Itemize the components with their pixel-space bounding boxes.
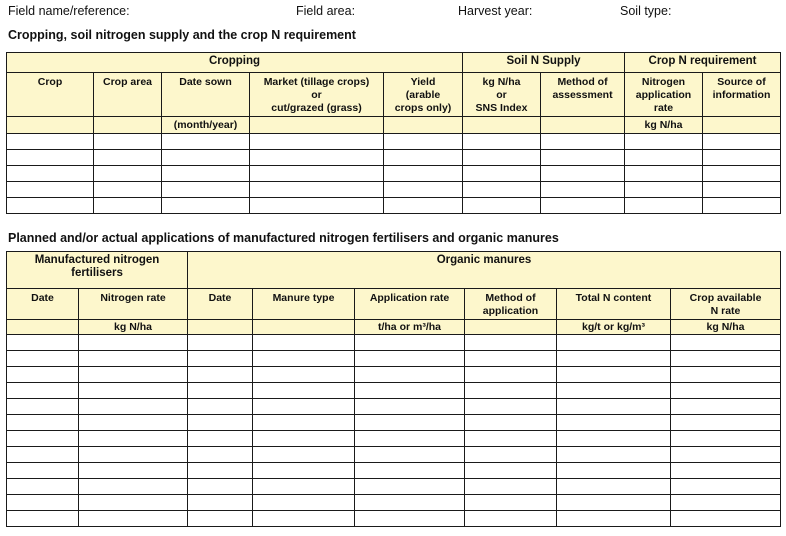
entry-cell[interactable] [188,415,253,431]
entry-cell[interactable] [625,198,703,214]
unit-cell: kg N/ha [79,320,188,335]
unit-cell [94,117,162,134]
section1-title: Cropping, soil nitrogen supply and the crop N requirement [8,28,356,42]
entry-cell[interactable] [557,367,671,383]
entry-cell[interactable] [465,511,557,527]
table-row [7,182,781,198]
entry-cell[interactable] [94,166,162,182]
entry-cell[interactable] [7,463,79,479]
entry-cell[interactable] [355,447,465,463]
entry-cell[interactable] [7,511,79,527]
table-row [7,447,781,463]
entry-cell[interactable] [94,134,162,150]
entry-cell[interactable] [188,399,253,415]
table-row [7,134,781,150]
entry-cell[interactable] [188,463,253,479]
entry-cell[interactable] [7,166,94,182]
unit-cell [465,320,557,335]
entry-cell[interactable] [7,399,79,415]
entry-cell[interactable] [703,134,781,150]
table-row [7,399,781,415]
unit-cell [250,117,384,134]
entry-cell[interactable] [625,182,703,198]
entry-cell[interactable] [162,166,250,182]
unit-cell [7,117,94,134]
entry-cell[interactable] [253,335,355,351]
entry-cell[interactable] [671,447,781,463]
unit-cell [541,117,625,134]
entry-cell[interactable] [557,463,671,479]
entry-cell[interactable] [541,182,625,198]
entry-cell[interactable] [465,415,557,431]
unit-cell: t/ha or m³/ha [355,320,465,335]
entry-cell[interactable] [94,150,162,166]
entry-cell[interactable] [703,166,781,182]
entry-cell[interactable] [79,479,188,495]
entry-cell[interactable] [7,479,79,495]
entry-cell[interactable] [253,431,355,447]
entry-cell[interactable] [463,182,541,198]
entry-cell[interactable] [79,447,188,463]
harvest-year-label: Harvest year: [458,4,533,18]
entry-cell[interactable] [253,495,355,511]
entry-cell[interactable] [79,495,188,511]
entry-cell[interactable] [671,463,781,479]
table-row [7,351,781,367]
entry-cell[interactable] [384,166,463,182]
entry-cell[interactable] [671,383,781,399]
entry-cell[interactable] [7,182,94,198]
table-row [7,335,781,351]
entry-cell[interactable] [7,447,79,463]
entry-cell[interactable] [463,166,541,182]
entry-cell[interactable] [463,150,541,166]
entry-cell[interactable] [671,367,781,383]
unit-cell [703,117,781,134]
entry-cell[interactable] [557,399,671,415]
field-name-label: Field name/reference: [8,4,130,18]
entry-cell[interactable] [557,383,671,399]
unit-cell [463,117,541,134]
entry-cell[interactable] [250,182,384,198]
entry-cell[interactable] [79,367,188,383]
entry-cell[interactable] [253,479,355,495]
entry-cell[interactable] [188,495,253,511]
entry-cell[interactable] [79,431,188,447]
entry-cell[interactable] [253,463,355,479]
unit-cell: kg N/ha [625,117,703,134]
unit-cell: kg N/ha [671,320,781,335]
entry-cell[interactable] [253,415,355,431]
column-header-total-n-content: Total N content [557,289,671,320]
entry-cell[interactable] [250,134,384,150]
entry-cell[interactable] [671,399,781,415]
entry-cell[interactable] [671,431,781,447]
column-header-nitrogen-rate: Nitrogen rate [79,289,188,320]
section2-title: Planned and/or actual applications of manufactured nitrogen fertilisers and organic manures [8,231,559,245]
entry-cell[interactable] [79,463,188,479]
column-header-date-sown: Date sown [162,73,250,117]
entry-cell[interactable] [188,431,253,447]
entry-cell[interactable] [541,150,625,166]
entry-cell[interactable] [250,198,384,214]
entry-cell[interactable] [355,351,465,367]
entry-cell[interactable] [7,495,79,511]
entry-cell[interactable] [557,415,671,431]
entry-cell[interactable] [162,150,250,166]
header-fields [8,4,778,20]
entry-cell[interactable] [625,166,703,182]
entry-cell[interactable] [465,431,557,447]
entry-cell[interactable] [355,495,465,511]
entry-cell[interactable] [188,511,253,527]
entry-cell[interactable] [79,511,188,527]
table-row [7,383,781,399]
entry-cell[interactable] [557,479,671,495]
entry-cell[interactable] [671,415,781,431]
entry-cell[interactable] [250,150,384,166]
unit-cell [384,117,463,134]
entry-cell[interactable] [541,134,625,150]
entry-cell[interactable] [188,479,253,495]
entry-cell[interactable] [703,182,781,198]
table-row [7,415,781,431]
entry-cell[interactable] [250,166,384,182]
entry-cell[interactable] [625,150,703,166]
entry-cell[interactable] [557,447,671,463]
group-manufactured-n: Manufactured nitrogen fertilisers [7,252,188,289]
entry-cell[interactable] [355,367,465,383]
entry-cell[interactable] [253,447,355,463]
table-row [7,495,781,511]
entry-cell[interactable] [7,134,94,150]
column-header-nitrogen-application-rate: Nitrogen application rate [625,73,703,117]
entry-cell[interactable] [7,335,79,351]
group-cropping: Cropping [7,53,463,73]
entry-cell[interactable] [384,198,463,214]
entry-cell[interactable] [94,198,162,214]
entry-cell[interactable] [253,511,355,527]
entry-cell[interactable] [465,463,557,479]
entry-cell[interactable] [465,399,557,415]
entry-cell[interactable] [541,166,625,182]
entry-cell[interactable] [253,351,355,367]
table-row [7,150,781,166]
entry-cell[interactable] [465,479,557,495]
entry-cell[interactable] [671,335,781,351]
entry-cell[interactable] [188,383,253,399]
column-header-crop-area: Crop area [94,73,162,117]
entry-cell[interactable] [384,134,463,150]
entry-cell[interactable] [7,415,79,431]
entry-cell[interactable] [465,495,557,511]
soil-type-label: Soil type: [620,4,672,18]
group-crop-n-requirement: Crop N requirement [625,53,781,73]
column-header-yield-arable-crops-only: Yield (arable crops only) [384,73,463,117]
group-organic-manures: Organic manures [188,252,781,289]
unit-cell [7,320,79,335]
entry-cell[interactable] [162,182,250,198]
entry-cell[interactable] [79,415,188,431]
entry-cell[interactable] [79,383,188,399]
entry-cell[interactable] [384,150,463,166]
table-row [7,367,781,383]
unit-cell [188,320,253,335]
group-soil-n-supply: Soil N Supply [463,53,625,73]
table-row [7,479,781,495]
column-header-date: Date [188,289,253,320]
entry-cell[interactable] [465,351,557,367]
entry-cell[interactable] [188,335,253,351]
entry-cell[interactable] [355,399,465,415]
entry-cell[interactable] [253,367,355,383]
column-header-manure-type: Manure type [253,289,355,320]
entry-cell[interactable] [465,367,557,383]
entry-cell[interactable] [671,495,781,511]
table-row [7,463,781,479]
entry-cell[interactable] [7,351,79,367]
entry-cell[interactable] [7,367,79,383]
entry-cell[interactable] [355,511,465,527]
unit-cell: kg/t or kg/m³ [557,320,671,335]
entry-cell[interactable] [465,383,557,399]
entry-cell[interactable] [188,447,253,463]
entry-cell[interactable] [465,335,557,351]
column-header-kg-n-ha-or-sns-index: kg N/ha or SNS Index [463,73,541,117]
entry-cell[interactable] [384,182,463,198]
entry-cell[interactable] [79,335,188,351]
entry-cell[interactable] [253,399,355,415]
entry-cell[interactable] [7,198,94,214]
unit-cell [253,320,355,335]
column-header-method-of-application: Method of application [465,289,557,320]
entry-cell[interactable] [671,479,781,495]
entry-cell[interactable] [557,511,671,527]
field-area-label: Field area: [296,4,356,18]
table-row [7,431,781,447]
unit-cell: (month/year) [162,117,250,134]
entry-cell[interactable] [557,335,671,351]
entry-cell[interactable] [703,198,781,214]
entry-cell[interactable] [671,511,781,527]
entry-cell[interactable] [557,431,671,447]
entry-cell[interactable] [463,198,541,214]
column-header-market-tillage-crops-or-cut-grazed-grass: Market (tillage crops) or cut/grazed (grass) [250,73,384,117]
table-row [7,166,781,182]
entry-cell[interactable] [355,335,465,351]
entry-cell[interactable] [355,431,465,447]
entry-cell[interactable] [465,447,557,463]
entry-cell[interactable] [625,134,703,150]
column-header-source-of-information: Source of information [703,73,781,117]
entry-cell[interactable] [355,415,465,431]
entry-cell[interactable] [541,198,625,214]
cropping-table [6,52,781,214]
entry-cell[interactable] [355,463,465,479]
entry-cell[interactable] [253,383,355,399]
entry-cell[interactable] [79,351,188,367]
entry-cell[interactable] [188,351,253,367]
column-header-crop: Crop [7,73,94,117]
entry-cell[interactable] [162,198,250,214]
table-row [7,511,781,527]
entry-cell[interactable] [79,399,188,415]
column-header-method-of-assessment: Method of assessment [541,73,625,117]
entry-cell[interactable] [355,479,465,495]
entry-cell[interactable] [463,134,541,150]
entry-cell[interactable] [703,150,781,166]
applications-table [6,251,781,527]
table-row [7,198,781,214]
entry-cell[interactable] [7,431,79,447]
entry-cell[interactable] [557,495,671,511]
entry-cell[interactable] [7,150,94,166]
entry-cell[interactable] [94,182,162,198]
column-header-application-rate: Application rate [355,289,465,320]
column-header-crop-available-n-rate: Crop available N rate [671,289,781,320]
entry-cell[interactable] [162,134,250,150]
entry-cell[interactable] [557,351,671,367]
entry-cell[interactable] [188,367,253,383]
entry-cell[interactable] [7,383,79,399]
column-header-date: Date [7,289,79,320]
entry-cell[interactable] [355,383,465,399]
entry-cell[interactable] [671,351,781,367]
